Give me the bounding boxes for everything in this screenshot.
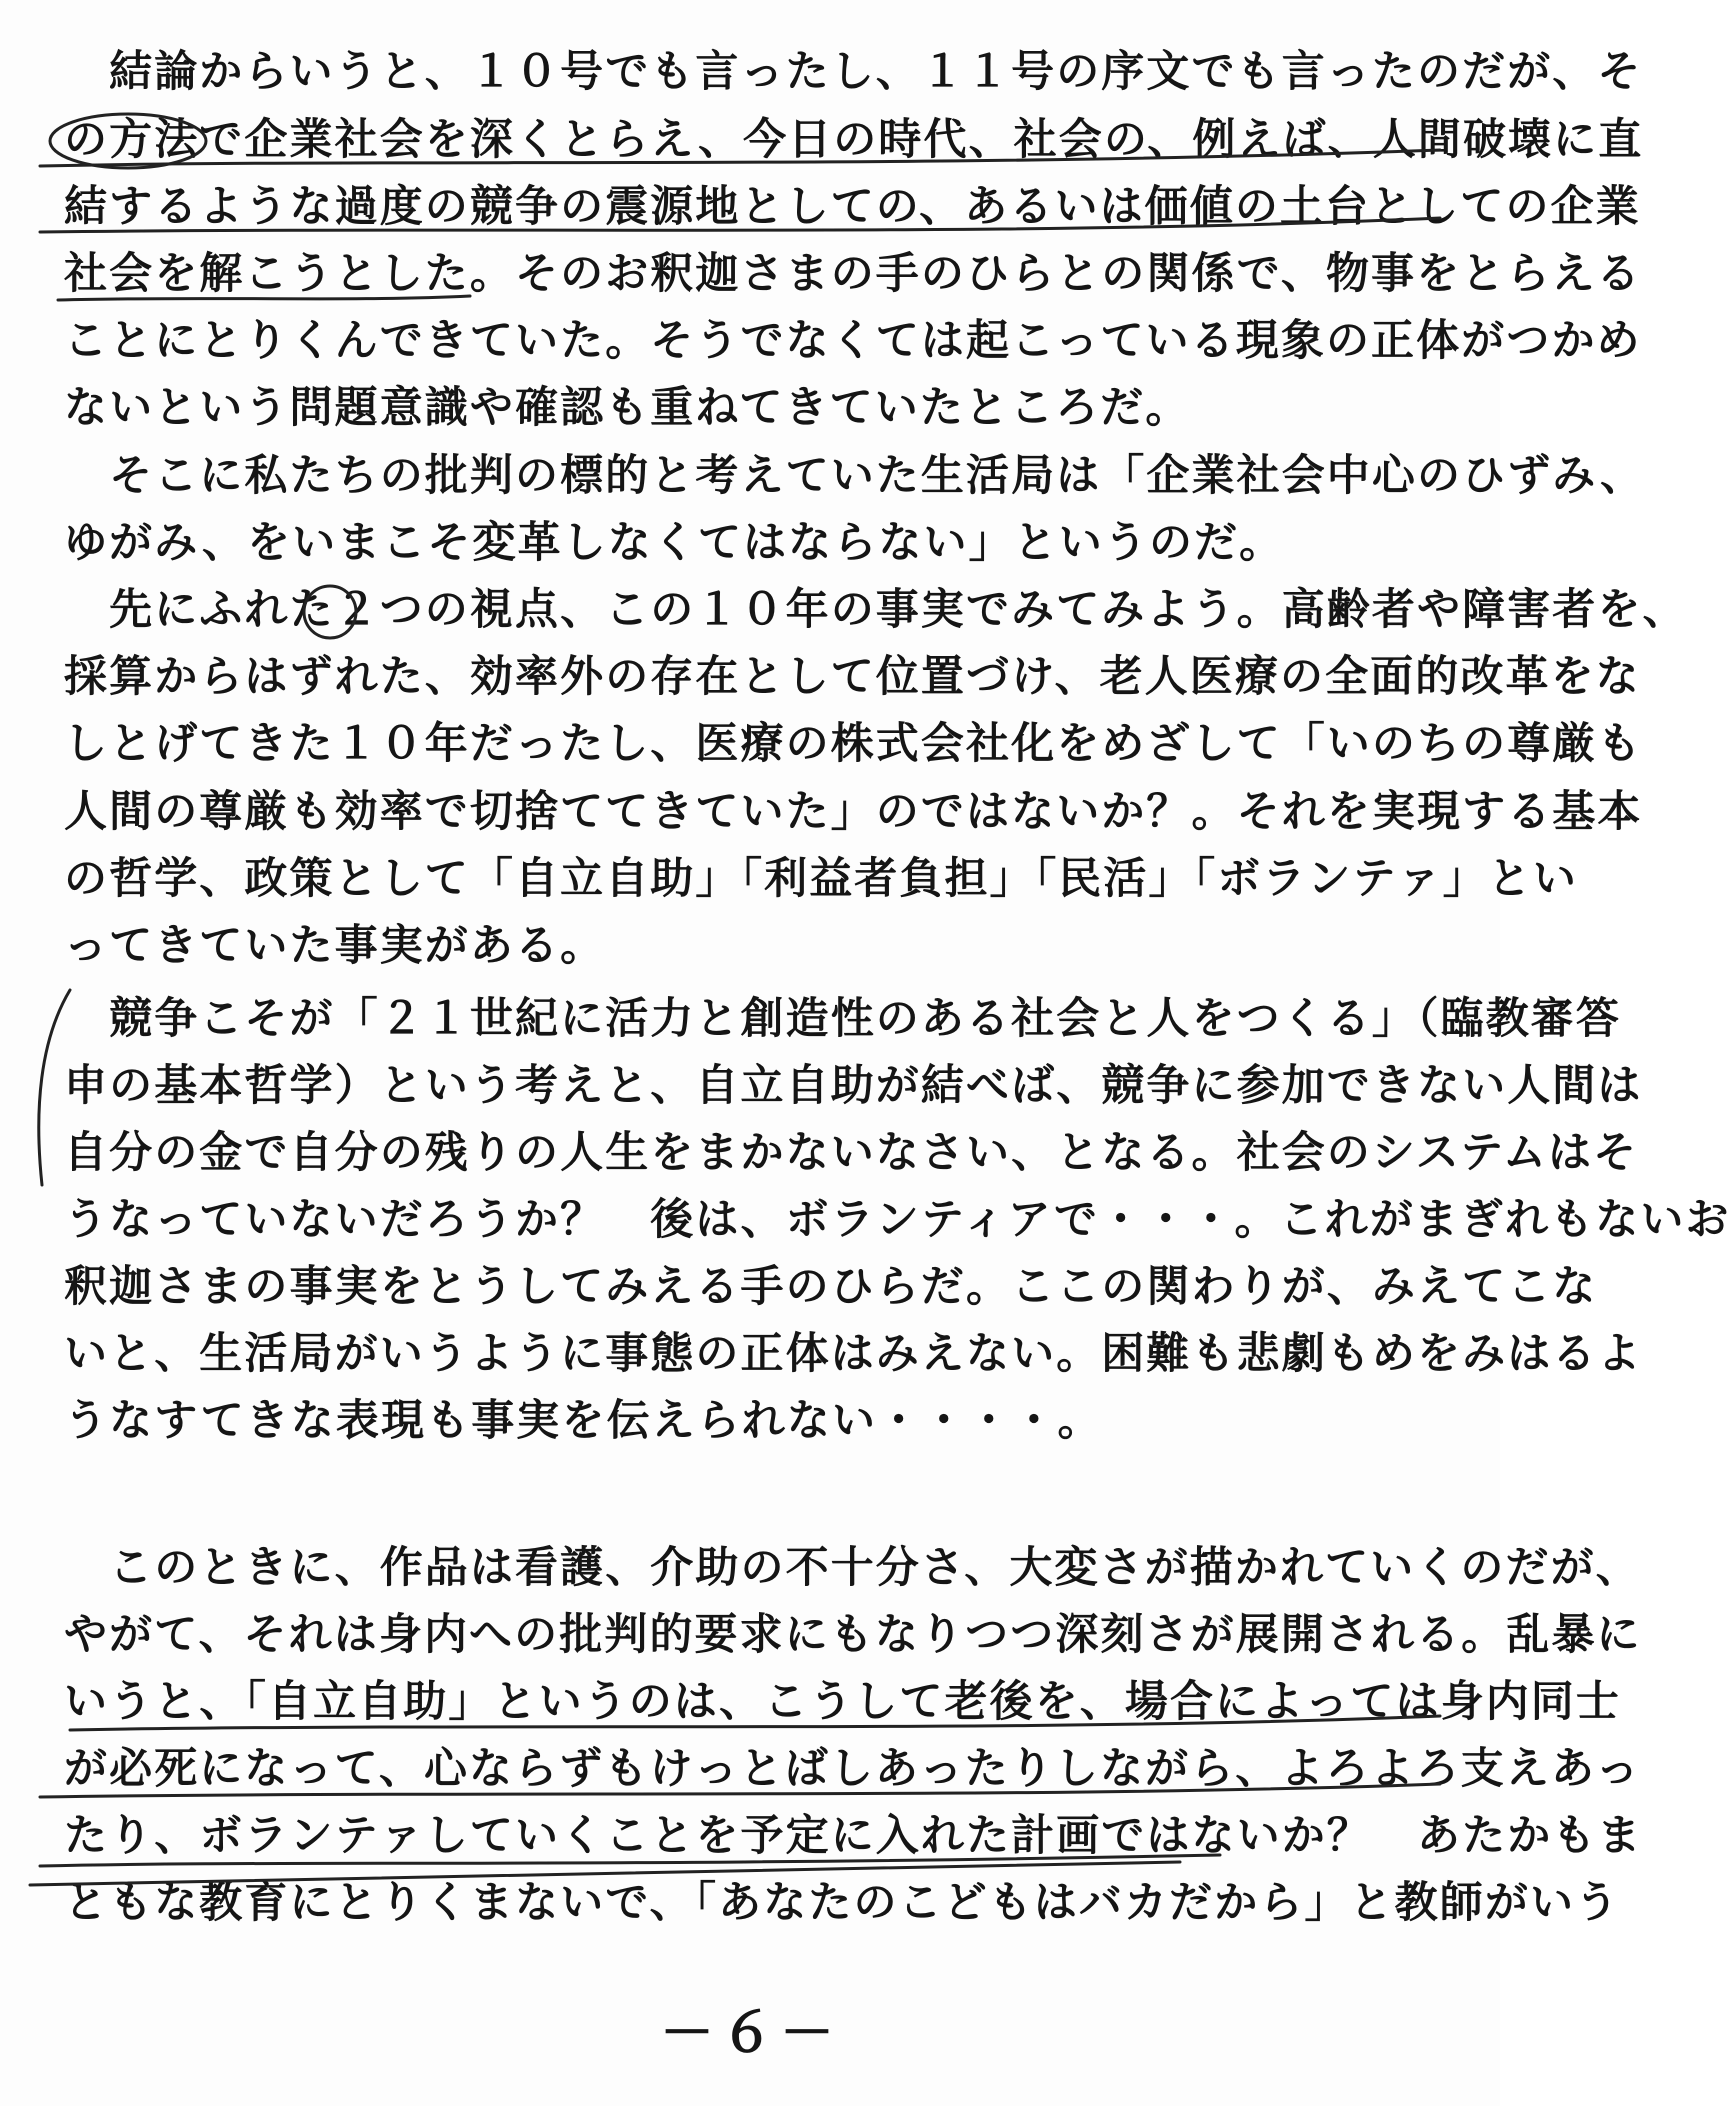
- text-line: ゆがみ、をいまこそ変革しなくてはならない」というのだ。: [64, 518, 1285, 568]
- text-line: 先にふれた２つの視点、この１０年の事実でみてみよう。高齢者や障害者を、: [64, 585, 1688, 635]
- text-line: ともな教育にとりくまないで、「あなたのこどもはバカだから」と教師がいう: [64, 1878, 1621, 1928]
- text-line: が必死になって、心ならずもけっとばしあったりしながら、よろよろ支えあっ: [64, 1744, 1641, 1794]
- text-line: しとげてきた１０年だったし、医療の株式会社化をめざして「いのちの尊厳も: [64, 719, 1643, 769]
- text-line: 申の基本哲学）という考えと、自立自助が結べば、競争に参加できない人間は: [64, 1061, 1643, 1111]
- text-line: 競争こそが「２１世紀に活力と創造性のある社会と人をつくる」（臨教審答: [64, 994, 1621, 1044]
- text-line: 自分の金で自分の残りの人生をまかないなさい、となる。社会のシステムはそ: [64, 1128, 1639, 1178]
- text-line: やがて、それは身内への批判的要求にもなりつつ深刻さが展開される。乱暴に: [64, 1610, 1642, 1660]
- text-line: いうと、「自立自助」というのは、こうして老後を、場合によっては身内同士: [64, 1677, 1621, 1727]
- text-line: そこに私たちの批判の標的と考えていた生活局は「企業社会中心のひずみ、: [64, 451, 1646, 501]
- text-line: 採算からはずれた、効率外の存在として位置づけ、老人医療の全面的改革をな: [64, 652, 1641, 702]
- text-line: ってきていた事実がある。: [64, 921, 606, 971]
- text-line: このときに、作品は看護、介助の不十分さ、大変さが描かれていくのだが、: [64, 1543, 1641, 1593]
- text-line: 人間の尊厳も効率で切捨ててきていた」のではないか？。それを実現する基本: [64, 787, 1643, 837]
- text-line: うなすてきな表現も事実を伝えられない・・・・。: [64, 1396, 1103, 1446]
- text-line: ないという問題意識や確認も重ねてきていたところだ。: [64, 383, 1191, 433]
- text-line: 結するような過度の競争の震源地としての、あるいは価値の土台としての企業: [64, 182, 1641, 232]
- text-line: 結論からいうと、１０号でも言ったし、１１号の序文でも言ったのだが、そ: [64, 47, 1643, 97]
- page-number: －６－: [660, 2000, 840, 2064]
- text-line: 釈迦さまの事実をとうしてみえる手のひらだ。ここの関わりが、みえてこな: [64, 1262, 1598, 1312]
- text-line: いと、生活局がいうように事態の正体はみえない。困難も悲劇もめをみはるよ: [64, 1329, 1643, 1379]
- text-line: の哲学、政策として「自立自助」「利益者負担」「民活」「ボランテァ」とい: [64, 854, 1578, 904]
- text-line: ことにとりくんできていた。そうでなくては起こっている現象の正体がつかめ: [64, 316, 1642, 366]
- text-line: うなっていないだろうか？ 後は、ボランティアで・・・。これがまぎれもないお: [64, 1195, 1731, 1245]
- text-line: の方法で企業社会を深くとらえ、今日の時代、社会の、例えば、人間破壊に直: [64, 115, 1644, 165]
- text-line: たり、ボランテァしていくことを予定に入れた計画ではないか？ あたかもま: [64, 1811, 1643, 1861]
- text-line: 社会を解こうとした。そのお釈迦さまの手のひらとの関係で、物事をとらえる: [64, 249, 1642, 299]
